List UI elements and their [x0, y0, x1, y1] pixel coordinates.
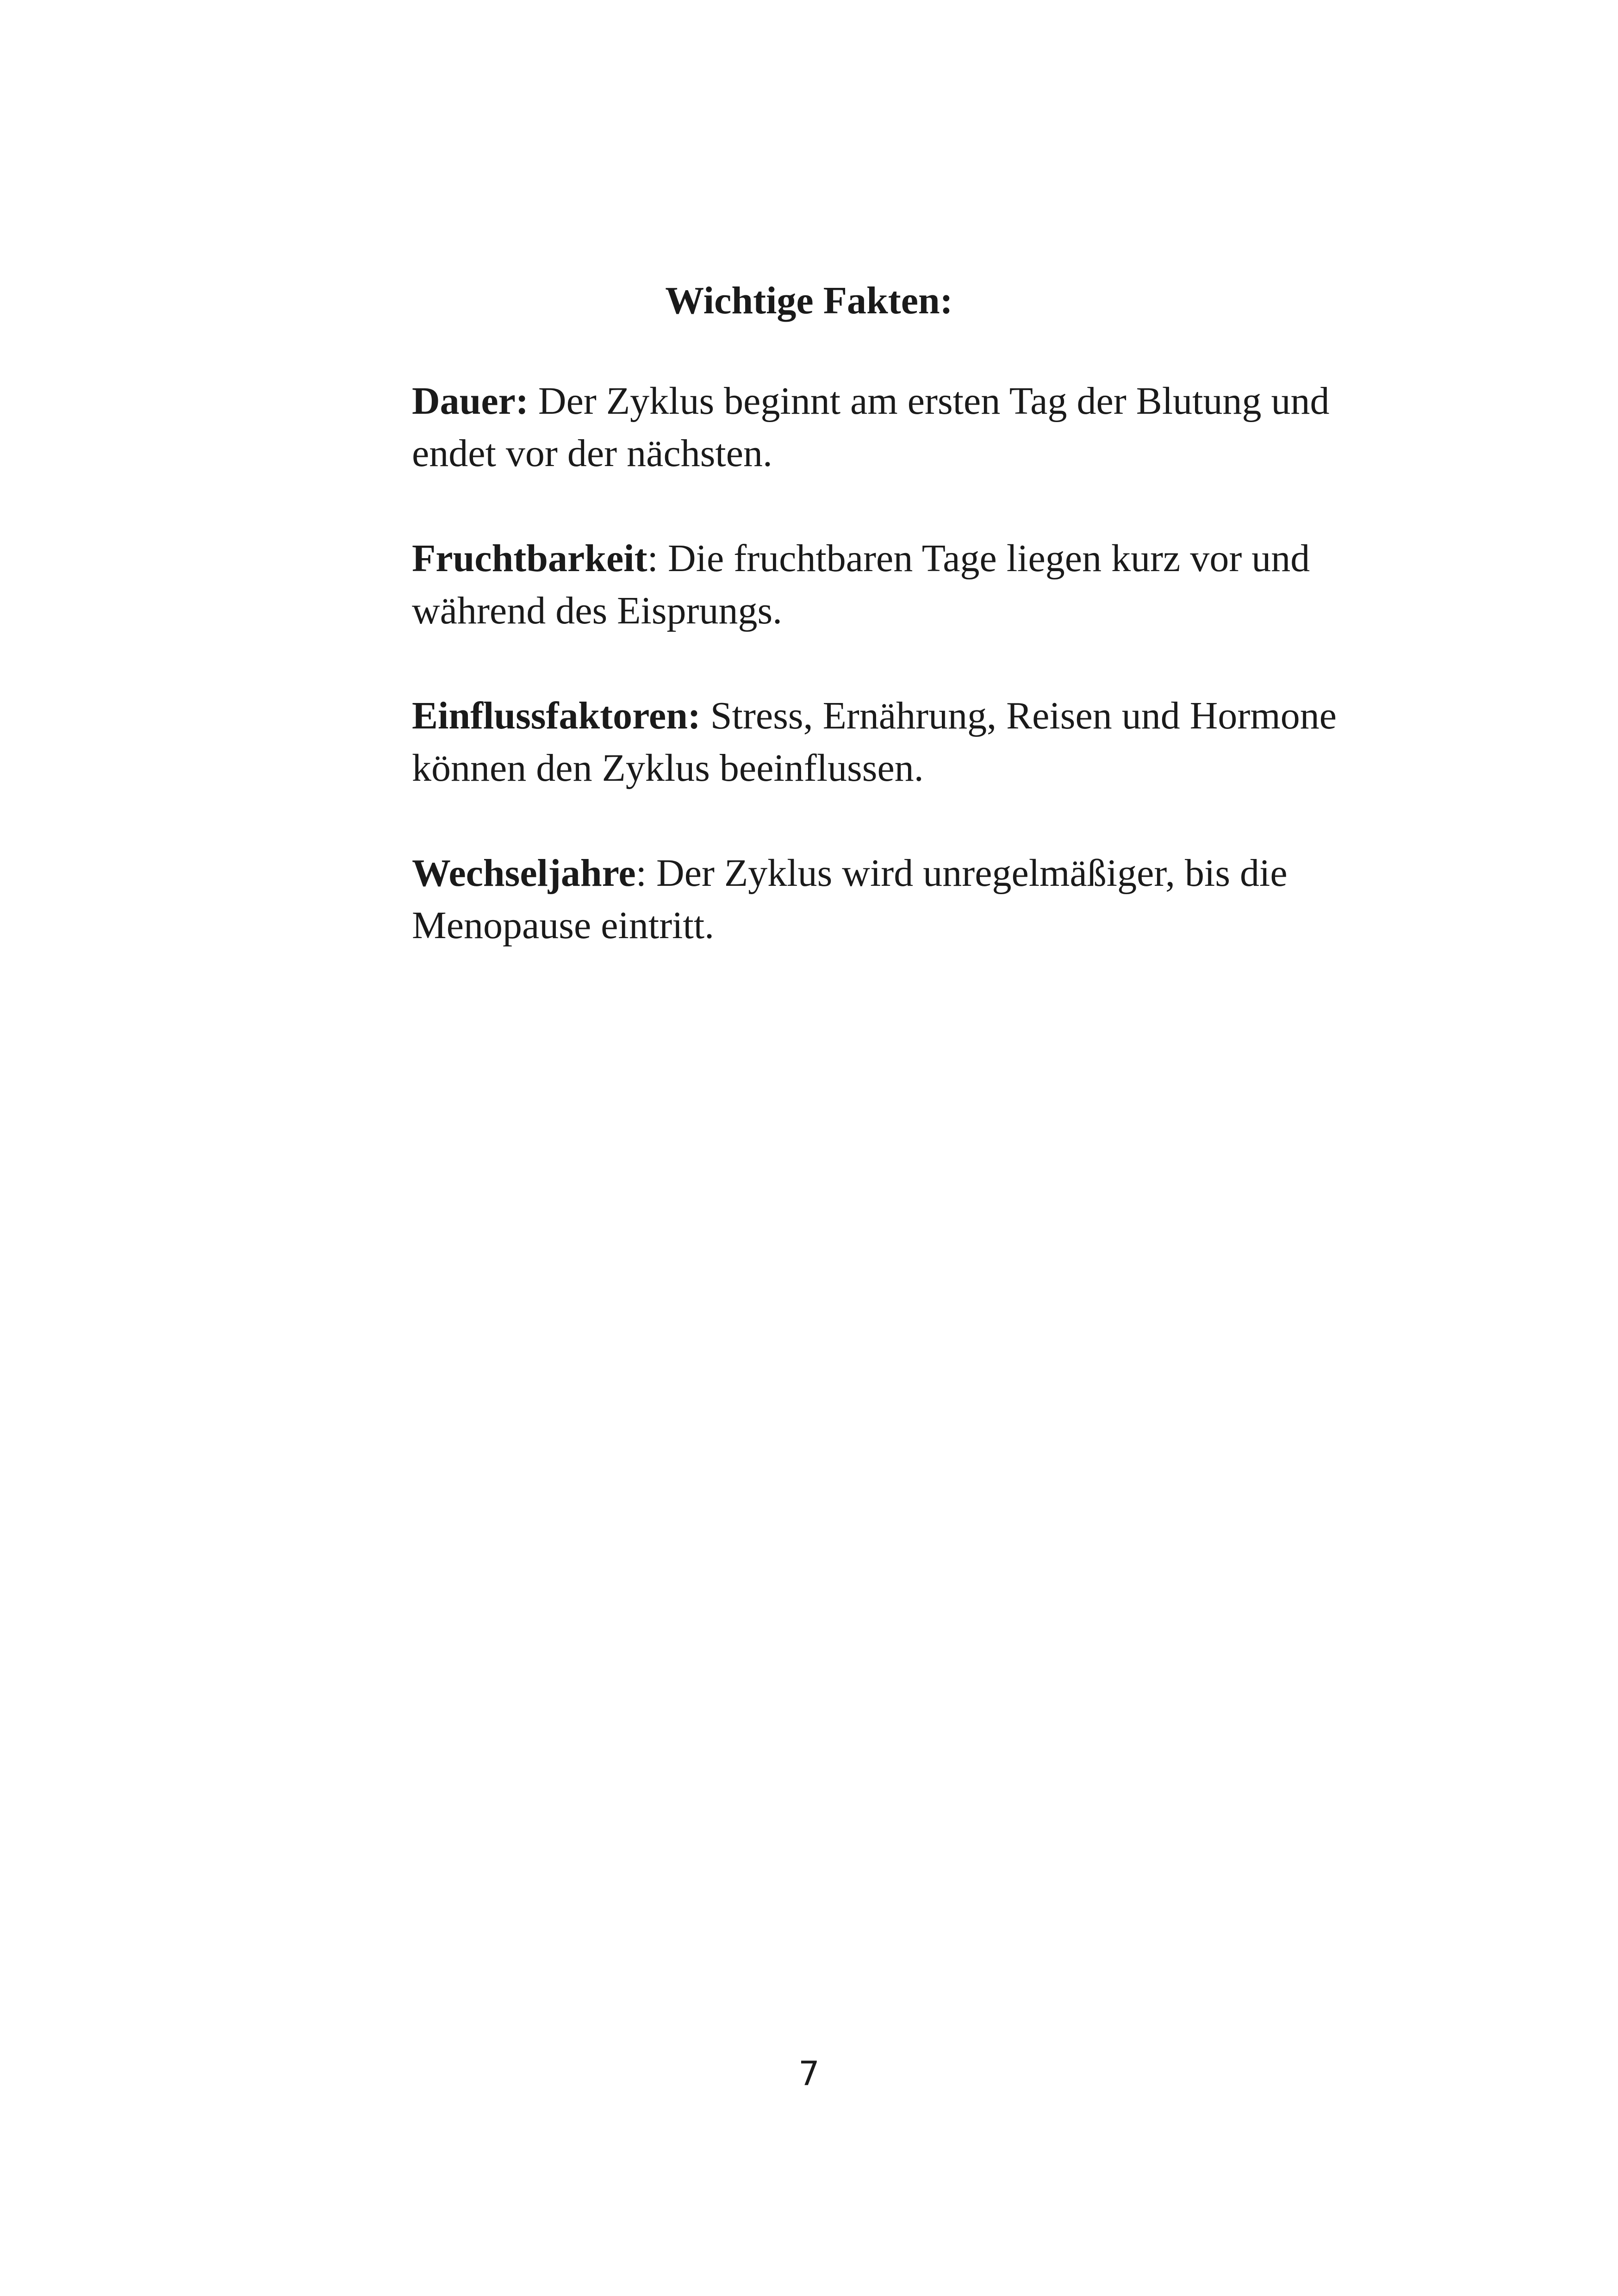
- fact-term: Fruchtbarkeit: [412, 537, 647, 580]
- fact-text: Die fruchtbaren Tage liegen kurz vor und während des Eisprungs.: [412, 537, 1310, 632]
- page-title: Wichtige Fakten:: [665, 279, 953, 322]
- fact-separator: :: [647, 537, 658, 580]
- fact-einflussfaktoren: [412, 690, 1384, 794]
- fact-wechseljahre: [412, 847, 1384, 952]
- page-number: 7: [798, 2054, 820, 2093]
- fact-term: Dauer:: [412, 380, 529, 423]
- fact-term: Einflussfaktoren:: [412, 694, 701, 737]
- fact-text: Der Zyklus beginnt am ersten Tag der Blutung und endet vor der nächsten.: [412, 380, 1330, 475]
- fact-text: Stress, Ernährung, Reisen und Hormone können den Zyklus beeinflussen.: [412, 694, 1337, 790]
- fact-term: Wechseljahre: [412, 852, 636, 895]
- fact-dauer: [412, 375, 1384, 479]
- fact-separator: :: [635, 852, 647, 895]
- fact-fruchtbarkeit: [412, 532, 1384, 637]
- fact-text: Der Zyklus wird unregelmäßiger, bis die Menopause eintritt.: [412, 852, 1288, 947]
- facts-list: [412, 375, 1384, 1004]
